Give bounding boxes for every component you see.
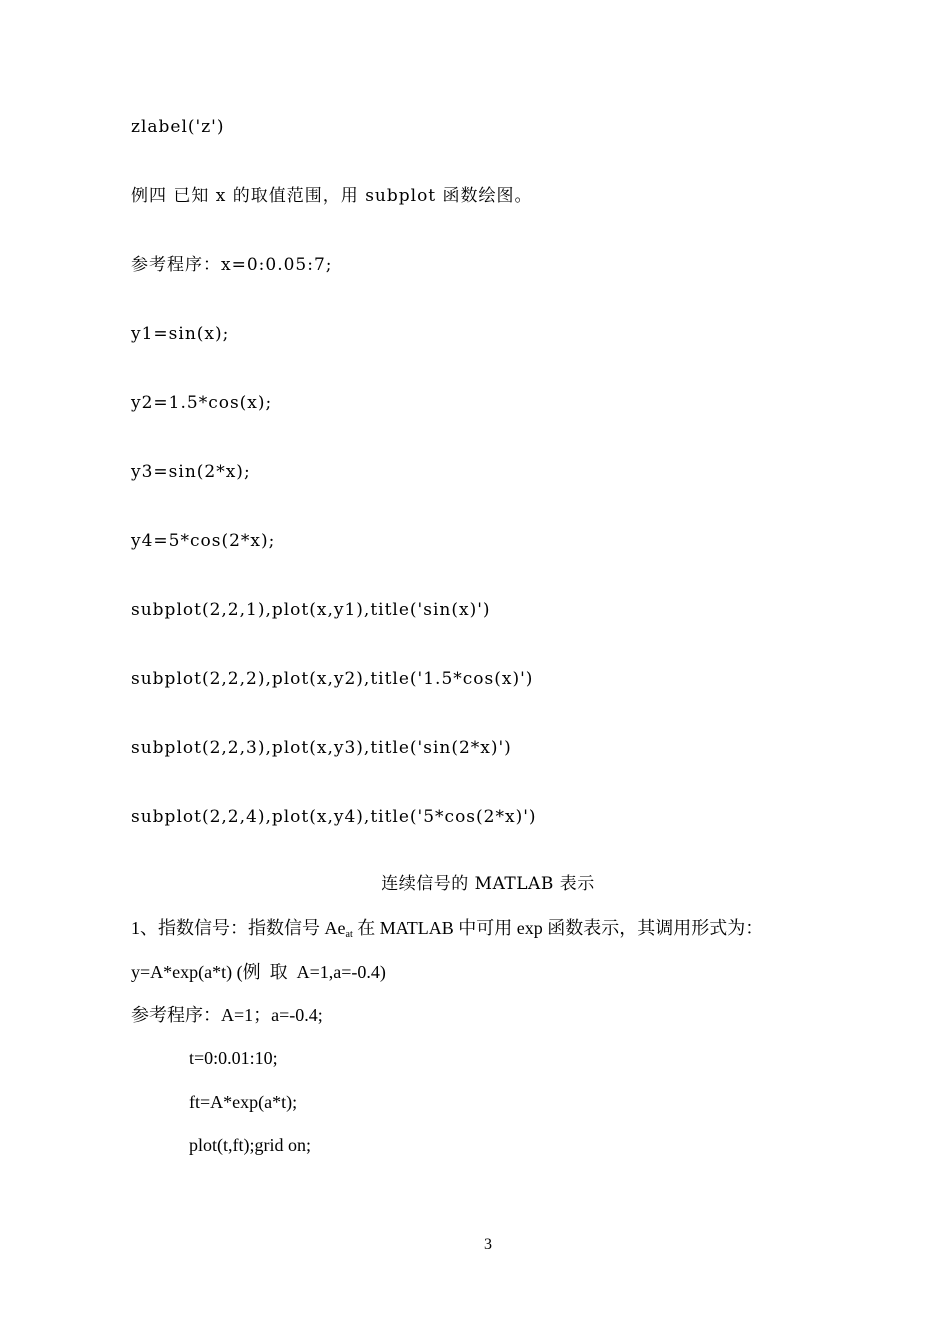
program-line-ft: ft=A*exp(a*t);: [189, 1092, 298, 1112]
section-heading: 连续信号的 MATLAB 表示: [381, 874, 595, 894]
code-line-subplot-3: subplot(2,2,3),plot(x,y3),title('sin(2*x)'): [131, 738, 512, 758]
example-four-description: 例四 已知 x 的取值范围，用 subplot 函数绘图。: [131, 186, 533, 206]
code-line-zlabel: zlabel('z'): [131, 117, 225, 137]
code-line-y3: y3=sin(2*x);: [131, 462, 251, 482]
code-line-y1: y1=sin(x);: [131, 324, 230, 344]
code-line-y2: y2=1.5*cos(x);: [131, 393, 273, 413]
code-line-subplot-1: subplot(2,2,1),plot(x,y1),title('sin(x)'): [131, 600, 491, 620]
code-line-y4: y4=5*cos(2*x);: [131, 531, 276, 551]
exponential-signal-paragraph: [131, 917, 763, 946]
exponential-formula: y=A*exp(a*t) (例 取 A=1,a=-0.4): [131, 962, 386, 982]
code-line-subplot-2: subplot(2,2,2),plot(x,y2),title('1.5*cos(x)'): [131, 669, 534, 689]
exponential-signal-text-prefix: 1、指数信号：指数信号 Ae: [131, 918, 346, 938]
page-number: 3: [484, 1236, 492, 1253]
code-line-subplot-4: subplot(2,2,4),plot(x,y4),title('5*cos(2*x)'): [131, 807, 537, 827]
program-line-plot: plot(t,ft);grid on;: [189, 1135, 311, 1155]
code-line-x-range: 参考程序：x=0:0.05:7;: [131, 255, 333, 275]
program-line-t: t=0:0.01:10;: [189, 1048, 278, 1068]
reference-program-label: 参考程序：A=1；a=-0.4;: [131, 1005, 323, 1025]
exponent-superscript: at: [345, 929, 353, 940]
exponential-signal-text-suffix: 在 MATLAB 中可用 exp 函数表示，其调用形式为：: [352, 918, 764, 938]
